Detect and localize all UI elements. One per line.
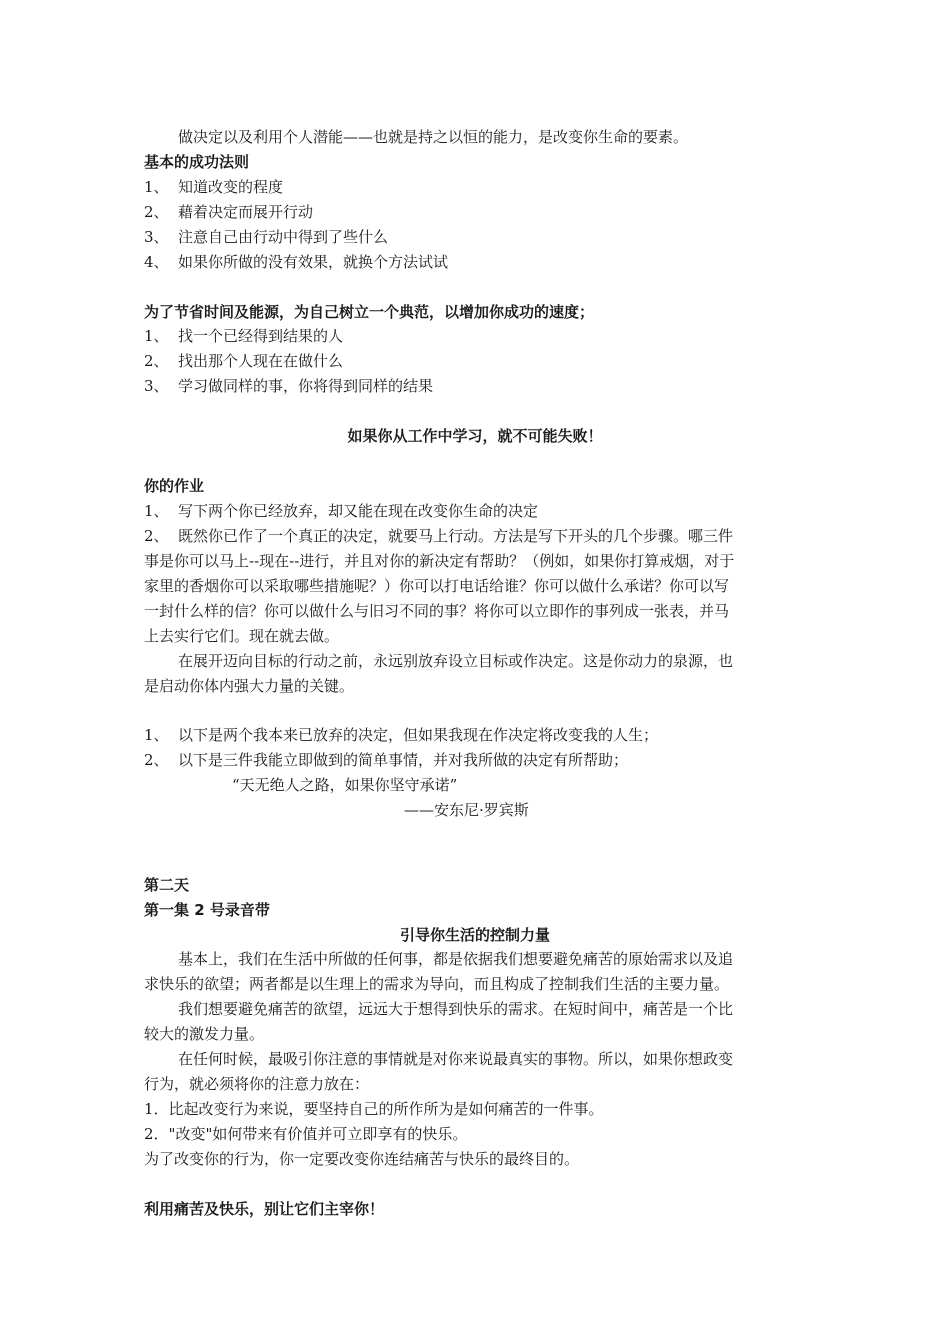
list-text: 以下是两个我本来已放弃的决定，但如果我现在作决定将改变我的人生； (178, 726, 659, 744)
list-item (144, 225, 388, 249)
rules-heading: 基本的成功法则 (144, 153, 250, 171)
paragraph-line: 基本上，我们在生活中所做的任何事，都是依据我们想要避免痛苦的原始需求以及追 (178, 950, 734, 968)
list-text: 写下两个你已经放弃，却又能在现在改变你生命的决定 (178, 502, 539, 520)
slogan-heading: 如果你从工作中学习，就不可能失败！ (347, 427, 603, 445)
list-number: 3、 (144, 228, 169, 246)
list-number: 1、 (144, 502, 169, 520)
list-number: 4、 (144, 253, 169, 271)
paragraph-line: 较大的激发力量。 (144, 1025, 265, 1043)
tape-heading: 第一集 2 号录音带 (144, 901, 270, 919)
list-item: 2．"改变"如何带来有价值并可立即享有的快乐。 (144, 1125, 468, 1143)
paragraph-line: 在任何时候，最吸引你注意的事情就是对你来说最真实的事物。所以，如果你想政变 (178, 1050, 734, 1068)
list-text: 既然你已作了一个真正的决定，就要马上行动。方法是写下开头的几个步骤。哪三件 (178, 527, 734, 545)
list-number: 3、 (144, 377, 169, 395)
list-text: 找出那个人现在在做什么 (178, 352, 344, 370)
paragraph-line: 行为，就必须将你的注意力放在： (144, 1075, 370, 1093)
list-item (144, 748, 628, 772)
list-number: 1、 (144, 726, 169, 744)
section-title: 引导你生活的控制力量 (399, 926, 550, 944)
list-item (144, 349, 343, 373)
list-item (144, 524, 733, 548)
paragraph-line: 我们想要避免痛苦的欲望，远远大于想得到快乐的需求。在短时间中，痛苦是一个比 (178, 1000, 734, 1018)
intro-paragraph: 做决定以及利用个人潜能——也就是持之以恒的能力，是改变你生命的要素。 (178, 128, 689, 146)
list-text: 找一个已经得到结果的人 (178, 327, 344, 345)
list-text: 知道改变的程度 (178, 178, 284, 196)
list-item (144, 499, 538, 523)
homework-heading: 你的作业 (144, 477, 205, 495)
list-number: 2、 (144, 203, 169, 221)
quote: “天无绝人之路，如果你坚守承诺” (232, 776, 458, 794)
paragraph-line: 一封什么样的信？你可以做什么与旧习不同的事？将你可以立即作的事列成一张表，并马 (144, 602, 730, 620)
paragraph-line: 在展开迈向目标的行动之前，永远别放弃设立目标或作决定。这是你动力的泉源，也 (178, 652, 734, 670)
list-item (144, 374, 433, 398)
list-number: 1、 (144, 327, 169, 345)
paragraph-line: 上去实行它们。现在就去做。 (144, 627, 340, 645)
list-text: 以下是三件我能立即做到的简单事情，并对我所做的决定有所帮助； (178, 751, 629, 769)
list-text: 藉着决定而展开行动 (178, 203, 314, 221)
list-item (144, 250, 448, 274)
slogan-heading: 利用痛苦及快乐，别让它们主宰你！ (144, 1200, 385, 1218)
paragraph-line: 家里的香烟你可以采取哪些措施呢？）你可以打电话给谁？你可以做什么承诺？你可以写 (144, 577, 730, 595)
list-item (144, 200, 313, 224)
paragraph-line: 是启动你体内强大力量的关键。 (144, 677, 355, 695)
list-number: 2、 (144, 751, 169, 769)
list-item (144, 723, 658, 747)
quote-author: ——安东尼·罗宾斯 (404, 801, 529, 819)
list-item: 1．比起改变行为来说，要坚持自己的所作所为是如何痛苦的一件事。 (144, 1100, 604, 1118)
list-number: 1、 (144, 178, 169, 196)
list-number: 2、 (144, 527, 169, 545)
day-heading: 第二天 (144, 876, 190, 894)
list-number: 2、 (144, 352, 169, 370)
list-item (144, 324, 343, 348)
paragraph-line: 求快乐的欲望；两者都是以生理上的需求为导向，而且构成了控制我们生活的主要力量。 (144, 975, 730, 993)
list-text: 学习做同样的事，你将得到同样的结果 (178, 377, 434, 395)
list-text: 注意自己由行动中得到了些什么 (178, 228, 389, 246)
paragraph-line: 为了改变你的行为，你一定要改变你连结痛苦与快乐的最终目的。 (144, 1150, 580, 1168)
model-heading: 为了节省时间及能源，为自己树立一个典范，以增加你成功的速度； (144, 303, 595, 321)
paragraph-line: 事是你可以马上--现在--进行，并且对你的新决定有帮助？（例如，如果你打算戒烟，对于 (144, 552, 735, 570)
list-text: 如果你所做的没有效果，就换个方法试试 (178, 253, 449, 271)
list-item (144, 175, 283, 199)
